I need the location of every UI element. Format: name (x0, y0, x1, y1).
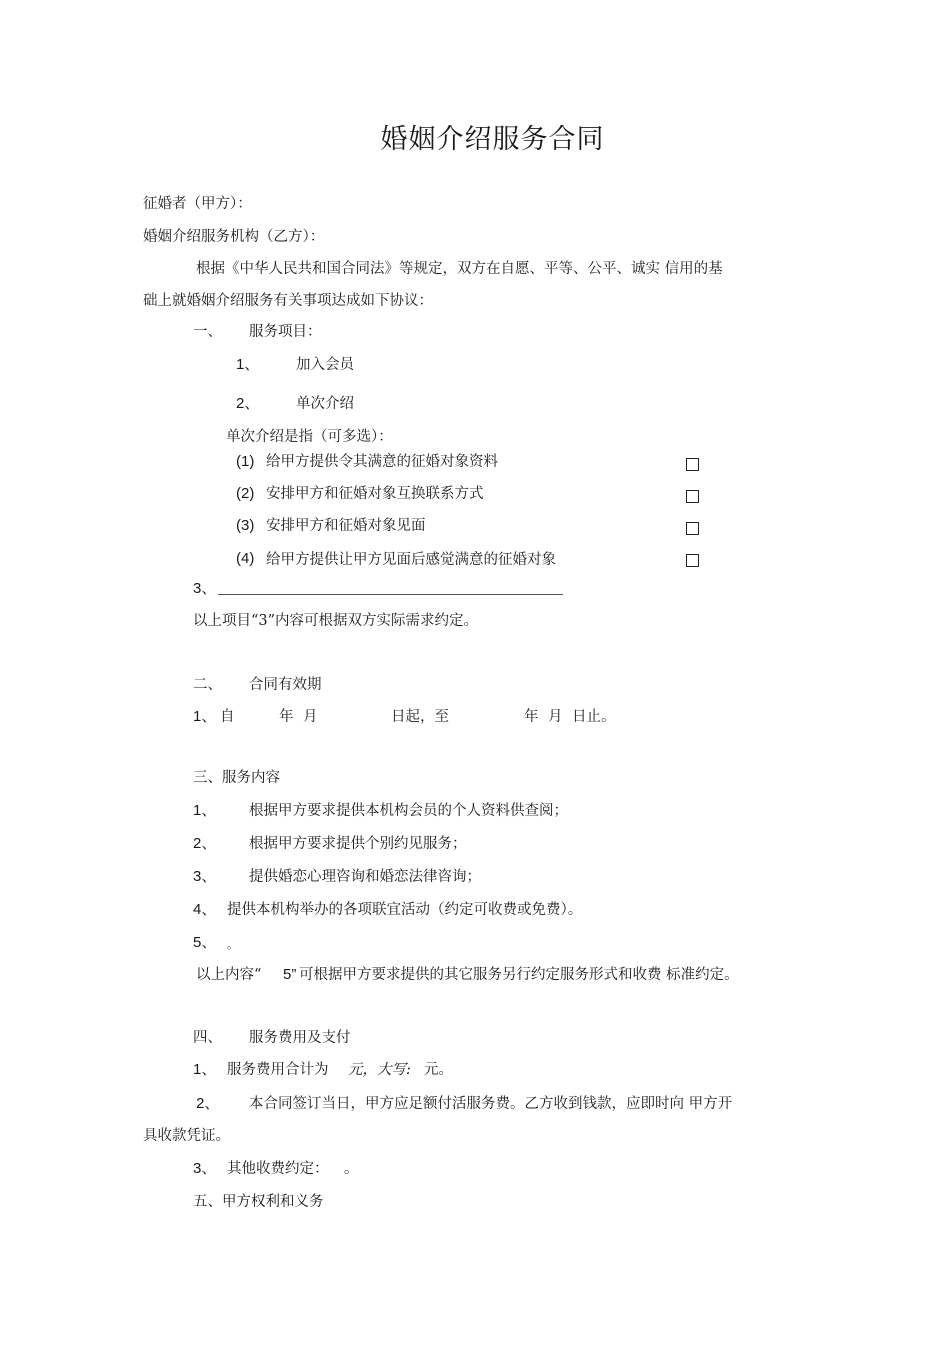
document-title: 婚姻介绍服务合同 (380, 124, 605, 155)
service-item-1-number: 1、 (236, 356, 260, 373)
validity-from: 自 (220, 709, 235, 725)
party-a-label: 征婚者（甲方）： (143, 196, 252, 212)
party-b-label: 婚姻介绍服务机构（乙方）： (143, 229, 325, 245)
content-item-2-text: 根据甲方要求提供个别约见服务； (249, 836, 467, 852)
section-1-number: 一、 (193, 324, 222, 340)
section-1-title: 服务项目： (249, 324, 322, 340)
content-item-5-number: 5、 (193, 934, 217, 951)
option-2-number: (2) (236, 485, 255, 502)
section-3-footnote-start: 以上内容“ (196, 967, 262, 983)
service-item-2-number: 2、 (236, 395, 260, 412)
fee-item-1-number: 1、 (193, 1061, 217, 1078)
option-1-text: 给甲方提供令其满意的征婚对象资料 (266, 454, 498, 470)
fee-item-2-line-1: 本合同签订当日，甲方应足额付活服务费。乙方收到钱款，应即时向 甲方开 (249, 1096, 733, 1112)
section-5-title: 五、甲方权利和义务 (193, 1194, 324, 1210)
section-2-number: 二、 (193, 677, 222, 693)
content-item-1-number: 1、 (193, 802, 217, 819)
validity-line-number: 1、 (193, 708, 217, 725)
section-3-title: 三、服务内容 (193, 770, 280, 786)
content-item-4-number: 4、 (193, 901, 217, 918)
validity-start-day: 日起，至 (391, 709, 449, 725)
service-item-3-blank-line[interactable] (218, 594, 563, 595)
option-3-checkbox[interactable] (686, 522, 699, 535)
section-2-title: 合同有效期 (249, 677, 322, 693)
section-3-footnote-end: 可根据甲方要求提供的其它服务另行约定服务形式和收费 标准约定。 (299, 967, 739, 983)
section-1-footnote: 以上项目“3”内容可根据双方实际需求约定。 (193, 613, 479, 629)
option-1-number: (1) (236, 453, 255, 470)
content-item-3-text: 提供婚恋心理咨询和婚恋法律咨询； (249, 869, 481, 885)
intro-line-2: 础上就婚姻介绍服务有关事项达成如下协议： (143, 293, 433, 309)
validity-start-year: 年 (279, 709, 294, 725)
option-3-number: (3) (236, 517, 255, 534)
validity-end-day: 日止。 (572, 709, 616, 725)
option-4-text: 给甲方提供让甲方见面后感觉满意的征婚对象 (266, 552, 556, 568)
content-item-1-text: 根据甲方要求提供本机构会员的个人资料供查阅； (249, 803, 568, 819)
option-3-text: 安排甲方和征婚对象见面 (266, 518, 426, 534)
option-4-checkbox[interactable] (686, 554, 699, 567)
fee-item-2-number: 2、 (196, 1095, 220, 1112)
option-2-checkbox[interactable] (686, 490, 699, 503)
section-3-footnote-number: 5” (283, 966, 297, 983)
option-4-number: (4) (236, 550, 255, 567)
fee-item-3-end: 。 (344, 1161, 359, 1177)
intro-line-1: 根据《中华人民共和国合同法》等规定，双方在自愿、平等、公平、诚实 信用的基 (196, 261, 723, 277)
fee-item-1-amount-words: 元，大写: (348, 1062, 411, 1078)
service-item-3-number: 3、 (193, 580, 217, 597)
content-item-5-text: 。 (227, 938, 238, 951)
validity-end-month: 月 (548, 709, 563, 725)
section-4-title: 服务费用及支付 (249, 1030, 351, 1046)
validity-end-year: 年 (524, 709, 539, 725)
content-item-4-text: 提供本机构举办的各项联宜活动（约定可收费或免费）。 (227, 902, 583, 918)
option-1-checkbox[interactable] (686, 458, 699, 471)
content-item-3-number: 3、 (193, 868, 217, 885)
fee-item-1-end: 元。 (424, 1062, 453, 1078)
service-item-1-text: 加入会员 (296, 357, 354, 373)
service-item-2-text: 单次介绍 (296, 396, 354, 412)
option-2-text: 安排甲方和征婚对象互换联系方式 (266, 486, 484, 502)
content-item-2-number: 2、 (193, 835, 217, 852)
fee-item-3-number: 3、 (193, 1160, 217, 1177)
fee-item-1-text: 服务费用合计为 (227, 1062, 329, 1078)
section-4-number: 四、 (193, 1030, 222, 1046)
validity-start-month: 月 (303, 709, 318, 725)
fee-item-3-text: 其他收费约定： (227, 1161, 329, 1177)
single-intro-note: 单次介绍是指（可多选）： (226, 429, 393, 445)
fee-item-2-line-2: 具收款凭证。 (143, 1128, 230, 1144)
